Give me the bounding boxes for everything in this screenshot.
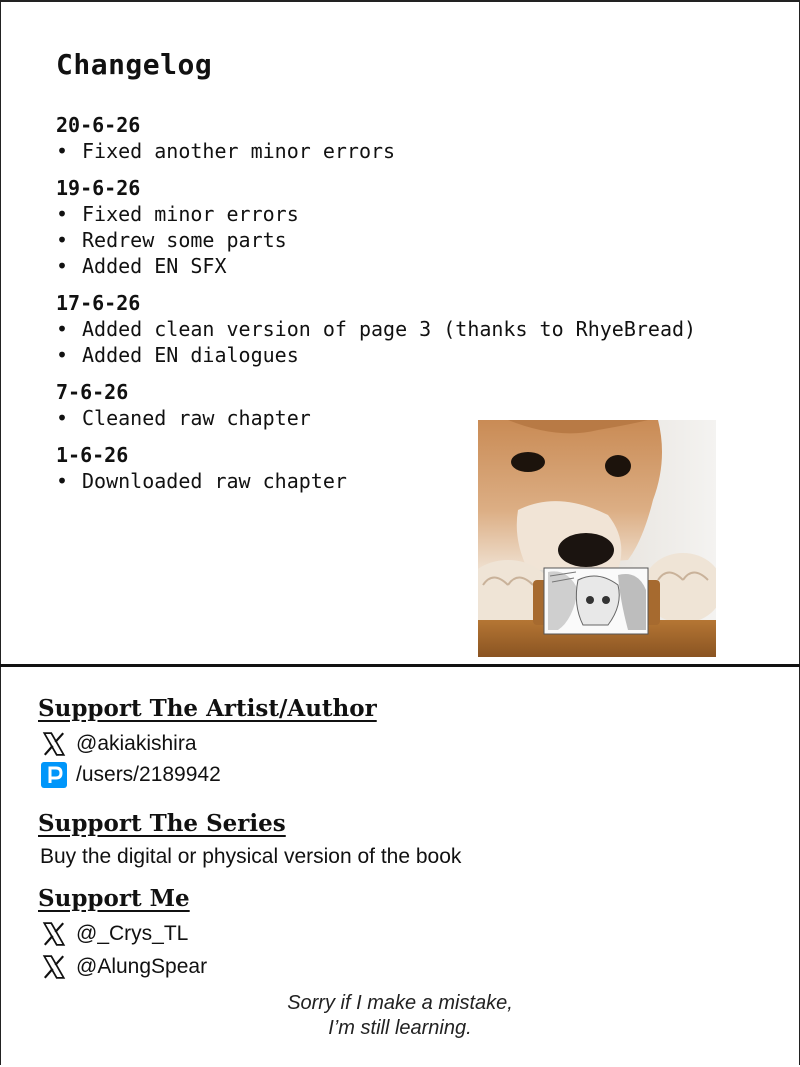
x-logo-icon	[40, 953, 68, 981]
bullet-icon: •	[56, 228, 69, 252]
changelog-date: 17-6-26	[56, 291, 141, 315]
translator-x-link[interactable]	[40, 920, 188, 948]
changelog-entry	[56, 112, 696, 164]
changelog-item: • Downloaded raw chapter	[56, 469, 347, 493]
changelog-date: 7-6-26	[56, 380, 129, 404]
support-me-heading: Support Me	[38, 885, 190, 912]
bullet-icon: •	[56, 317, 69, 341]
translator-x-handle-2: @AlungSpear	[76, 955, 208, 978]
changelog-entry	[56, 175, 696, 279]
bullet-icon: •	[56, 202, 69, 226]
artist-pixiv-path: /users/2189942	[76, 763, 221, 786]
bullet-icon: •	[56, 254, 69, 278]
closing-note-line-2: I’m still learning.	[328, 1017, 472, 1039]
changelog-item: • Fixed minor errors	[56, 202, 299, 226]
closing-note	[200, 991, 600, 1041]
changelog-title: Changelog	[56, 48, 213, 81]
artist-pixiv-link[interactable]	[40, 761, 221, 789]
pixiv-icon	[40, 761, 68, 789]
bullet-icon: •	[56, 343, 69, 367]
changelog-date: 19-6-26	[56, 176, 141, 200]
bullet-icon: •	[56, 406, 69, 430]
dog-meme-image	[478, 420, 716, 657]
changelog-item: • Redrew some parts	[56, 228, 287, 252]
translator-x-link-2[interactable]	[40, 953, 207, 981]
changelog-entry	[56, 290, 696, 368]
changelog-item: • Fixed another minor errors	[56, 139, 396, 163]
translator-x-handle: @_Crys_TL	[76, 922, 189, 945]
changelog-item: • Cleaned raw chapter	[56, 406, 311, 430]
support-series-heading: Support The Series	[38, 810, 286, 837]
changelog-item: • Added EN SFX	[56, 254, 227, 278]
changelog-date: 1-6-26	[56, 443, 129, 467]
changelog-item: • Added clean version of page 3 (thanks to RhyeBread)	[56, 317, 697, 341]
artist-x-link[interactable]	[40, 730, 197, 758]
section-divider	[0, 664, 800, 667]
bullet-icon: •	[56, 469, 69, 493]
support-series-text: Buy the digital or physical version of the book	[40, 845, 462, 868]
bullet-icon: •	[56, 139, 69, 163]
changelog-item: • Added EN dialogues	[56, 343, 299, 367]
changelog-date: 20-6-26	[56, 113, 141, 137]
x-logo-icon	[40, 920, 68, 948]
support-artist-heading: Support The Artist/Author	[38, 695, 377, 722]
x-logo-icon	[40, 730, 68, 758]
closing-note-line-1: Sorry if I make a mistake,	[287, 992, 513, 1014]
artist-x-handle: @akiakishira	[76, 732, 197, 755]
